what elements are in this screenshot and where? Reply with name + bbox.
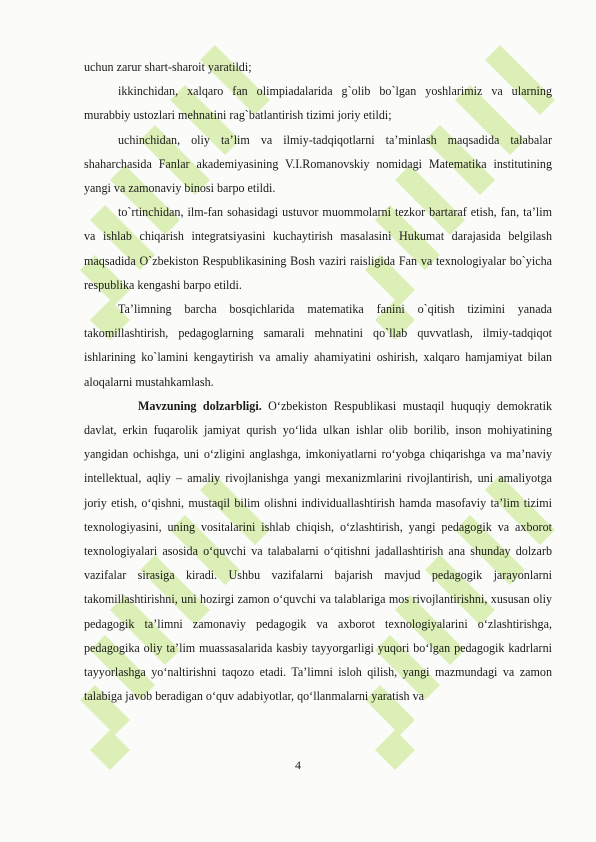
- page-number: 4: [295, 758, 301, 772]
- paragraph: uchinchidan, oliy ta’lim va ilmiy-tadqiqotlarni ta’minlash maqsadida talabalar shaharchasida Fanlar akademiyasining V.I.Romanovskiy nomidagi Matematika institutining yangi va zamonaviy binosi barpo etildi.: [84, 132, 552, 196]
- paragraph: Ta’limning barcha bosqichlarida matematika fanini o`qitish tizimini yanada takomillashtirish, pedagoglarning samarali mehnatini qo`llab quvvatlash, ilmiy-tadqiqot ishlarining ko`lamini kengaytirish va amaliy ahamiyatini oshirish, xalqaro hamjamiyat bilan aloqalarni mustahkamlash.: [84, 302, 552, 389]
- paragraph-text: O‘zbekiston Respublikasi mustaqil huquqiy demokratik davlat, erkin fuqarolik jamiyat qurish yo‘lida ulkan ishlar olib borilib, inson mohiyatining yangidan ochishga, uni o‘zligini anglashga, imkoniyatlarni ro‘yobga chiqarishga va ma’naviy intellektual, aqliy – amaliy rivojlanishga yangi mexanizmlarini rivojlantirish, uni amaliyotga joriy etish, o‘qishni, mustaqil bilim olishni individuallashtirish hamda masofaviy ta’lim tizimi texnologiyasini, uning vositalarini ishlab chiqish, o‘zlashtirish, yangi pedagogik va axborot texnologiyalari asosida o‘quvchi va talabalarni o‘qitishni jadallashtirish ana shunday dolzarb vazifalar sirasiga kiradi. Ushbu vazifalarni bajarish mavjud pedagogik jarayonlarni takomillashtirishni, uni hozirgi zamon o‘quvchi va talablariga mos rivojlantirishni, xususan oliy pedagogik ta’limni zamonaviy pedagogik va axborot texnologiyalarini o‘zlashtirishga, pedagogika oliy ta’lim muassasalarida kasbiy tayyorgarligi yuqori bo‘lgan pedagogik kadrlarni tayyorlashga yo‘naltirishni taqozo etadi. Ta’limni isloh qilish, yangi mazmundagi va zamon talabiga javob beradigan o‘quv adabiyotlar, qo‘llanmalarni yaratish va: [84, 398, 552, 704]
- document-body: [84, 55, 552, 708]
- section-heading: Mavzuning dolzarbligi.: [138, 398, 262, 413]
- paragraph: ikkinchidan, xalqaro fan olimpiadalarida g`olib bo`lgan yoshlarimiz va ularning murabbiy ustozlari mehnatini rag`batlantirish tizimi joriy etildi;: [84, 84, 552, 123]
- paragraph: to`rtinchidan, ilm-fan sohasidagi ustuvor muommolarni tezkor bartaraf etish, fan, ta’lim va ishlab chiqarish integratsiyasini kuchaytirish masalasini Hukumat darajasida belgilash maqsadida O`zbekiston Respublikasining Bosh vaziri raisligida Fan va texnologiyalar bo`yicha respublika kengashi barpo etildi.: [84, 205, 552, 292]
- paragraph-relevance: [84, 394, 552, 709]
- paragraph: uchun zarur shart-sharoit yaratildi;: [84, 60, 252, 74]
